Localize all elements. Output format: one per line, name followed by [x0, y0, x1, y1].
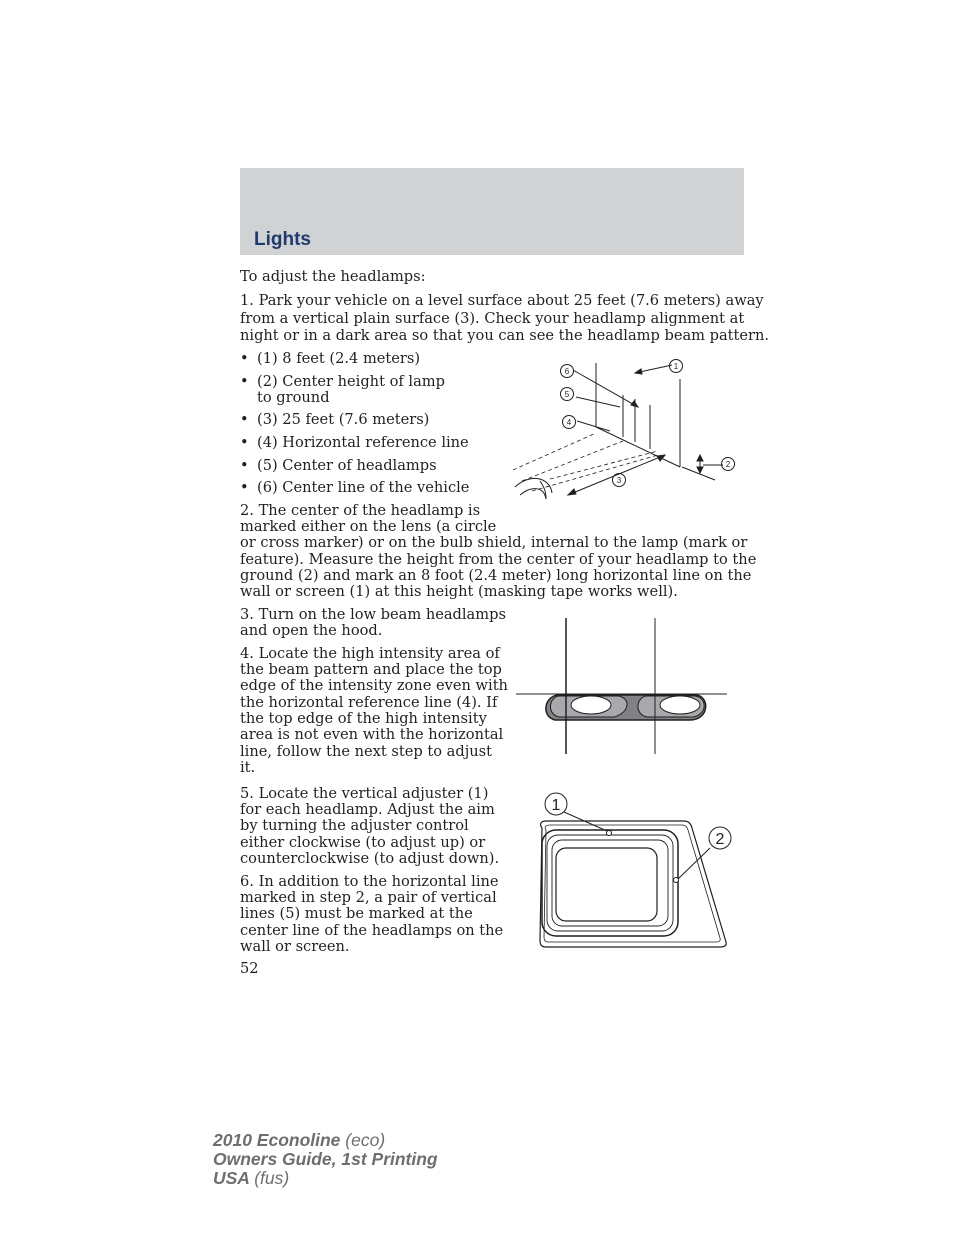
step-4-line: edge of the intensity zone even with	[240, 677, 508, 694]
step-2-line: marked either on the lens (a circle	[240, 518, 497, 535]
step-5-line: counterclockwise (to adjust down).	[240, 850, 500, 867]
footer-region: USA	[213, 1168, 250, 1188]
step-3-line: and open the hood.	[240, 622, 383, 639]
step-5-line: by turning the adjuster control	[240, 817, 469, 834]
section-title: Lights	[254, 229, 311, 250]
callout-5-label: 5	[564, 390, 570, 399]
list-item-label: (2) Center height of lamp to ground	[257, 373, 445, 407]
adjuster-callout-1: 1	[551, 797, 561, 814]
beam-pattern-diagram	[515, 616, 730, 756]
step-1-line: night or in a dark area so that you can see the headlamp beam pattern.	[240, 327, 770, 344]
step-2-line: 2. The center of the headlamp is	[240, 502, 481, 519]
step-4-line: it.	[240, 759, 256, 776]
step-6-line: center line of the headlamps on the	[240, 922, 504, 939]
headlamp-adjuster-diagram	[536, 790, 731, 950]
list-item-label: (6) Center line of the vehicle	[257, 479, 470, 496]
callout-4-label: 4	[566, 418, 572, 427]
callout-6-label: 6	[564, 367, 570, 376]
bullet-symbol: •	[240, 373, 249, 390]
footer-region-line	[213, 1169, 438, 1188]
step-6-line: wall or screen.	[240, 938, 350, 955]
list-item-label: (3) 25 feet (7.6 meters)	[257, 411, 430, 428]
callout-1-label: 1	[673, 362, 679, 371]
list-item-label: (1) 8 feet (2.4 meters)	[257, 350, 421, 367]
step-5-line: for each headlamp. Adjust the aim	[240, 801, 495, 818]
headlamp-aim-geometry-diagram	[510, 355, 740, 505]
step-1-line: from a vertical plain surface (3). Check your headlamp alignment at	[240, 310, 745, 327]
callout-2-label: 2	[725, 460, 731, 469]
step-5-line: either clockwise (to adjust up) or	[240, 834, 486, 851]
bullet-symbol: •	[240, 457, 249, 474]
step-4-line: 4. Locate the high intensity area of	[240, 645, 500, 662]
page-number: 52	[240, 960, 259, 977]
footer-model-code: (eco)	[345, 1130, 386, 1150]
adjuster-callout-2: 2	[715, 831, 725, 848]
bullet-symbol: •	[240, 350, 249, 367]
section-header-band	[240, 168, 744, 255]
footer-model-line	[213, 1131, 438, 1150]
list-item-label: (4) Horizontal reference line	[257, 434, 469, 451]
list-item-label: (5) Center of headlamps	[257, 457, 437, 474]
intro-text: To adjust the headlamps:	[240, 268, 426, 285]
step-4-line: the beam pattern and place the top	[240, 661, 502, 678]
step-2-line: ground (2) and mark an 8 foot (2.4 meter) long horizontal line on the	[240, 567, 752, 584]
step-2-line: wall or screen (1) at this height (masking tape works well).	[240, 583, 678, 600]
footer-region-code: (fus)	[254, 1168, 290, 1188]
step-5-line: 5. Locate the vertical adjuster (1)	[240, 785, 489, 802]
step-3-line: 3. Turn on the low beam headlamps	[240, 606, 506, 623]
step-2-line: or cross marker) or on the bulb shield, internal to the lamp (mark or	[240, 534, 748, 551]
bullet-symbol: •	[240, 434, 249, 451]
step-6-line: marked in step 2, a pair of vertical	[240, 889, 497, 906]
footer-guide: Owners Guide, 1st Printing	[213, 1149, 438, 1169]
step-2-line: feature). Measure the height from the center of your headlamp to the	[240, 551, 757, 568]
bullet-symbol: •	[240, 411, 249, 428]
document-footer	[213, 1131, 438, 1188]
step-4-line: the horizontal reference line (4). If	[240, 694, 498, 711]
step-1-line: 1. Park your vehicle on a level surface about 25 feet (7.6 meters) away	[240, 292, 764, 309]
step-4-line: area is not even with the horizontal	[240, 726, 504, 743]
step-6-line: 6. In addition to the horizontal line	[240, 873, 499, 890]
step-4-line: line, follow the next step to adjust	[240, 743, 492, 760]
bullet-symbol: •	[240, 479, 249, 496]
footer-model: 2010 Econoline	[213, 1130, 341, 1150]
step-6-line: lines (5) must be marked at the	[240, 905, 473, 922]
callout-3-label: 3	[616, 476, 622, 485]
step-4-line: the top edge of the high intensity	[240, 710, 487, 727]
